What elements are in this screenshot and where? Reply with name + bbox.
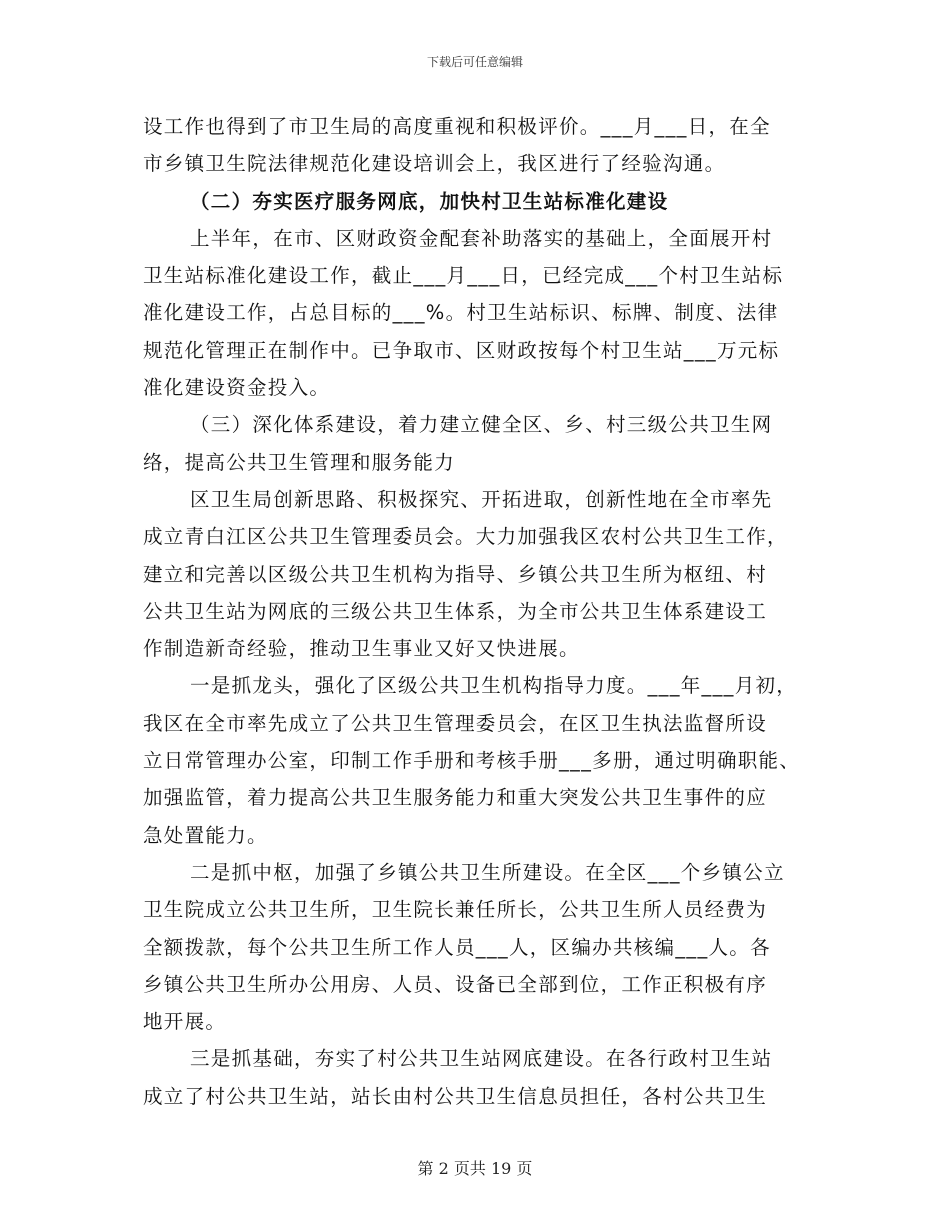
body-line: 设工作也得到了市卫生局的高度重视和积极评价。___月___日，在全 [143,115,771,138]
body-line: 络，提高公共卫生管理和服务能力 [143,450,456,474]
body-line: 准化建设资金投入。 [143,376,331,400]
body-line: 成立了村公共卫生站，站长由村公共卫生信息员担任，各村公共卫生 [143,1084,768,1108]
body-line: 成立青白江区公共卫生管理委员会。大力加强我区农村公共卫生工作， [143,525,788,549]
document-body [143,108,823,1115]
body-line: 一是抓龙头，强化了区级公共卫生机构指导力度。___年___月初， [190,674,798,698]
page-header: 下载后可任意编辑 [426,55,523,69]
body-line: 区卫生局创新思路、积极探究、开拓进取，创新性地在全市率先 [190,487,773,511]
body-line: 准化建设工作，占总目标的___%。村卫生站标识、标牌、制度、法律 [143,301,779,325]
body-line: 急处置能力。 [143,823,268,847]
body-line: 立日常管理办公室，印制工作手册和考核手册___多册，通过明确职能、 [143,749,801,773]
body-line: 卫生站标准化建设工作，截止___月___日，已经完成___个村卫生站标 [143,264,784,288]
body-line: 卫生院成立公共卫生所，卫生院长兼任所长，公共卫生所人员经费为 [143,898,768,922]
body-line: 三是抓基础，夯实了村公共卫生站网底建设。在各行政村卫生站 [190,1047,773,1071]
section-heading: （三）深化体系建设，着力建立健全区、乡、村三级公共卫生网 [190,413,773,437]
body-line: 市乡镇卫生院法律规范化建设培训会上，我区进行了经验沟通。 [143,152,726,176]
body-line: 地开展。 [143,1010,227,1034]
page-number: 第 2 页共 19 页 [417,1159,533,1178]
section-heading: （二）夯实医疗服务网底，加快村卫生站标准化建设 [190,189,669,213]
body-line: 二是抓中枢，加强了乡镇公共卫生所建设。在全区___个乡镇公立 [190,860,785,884]
body-line: 规范化管理正在制作中。已争取市、区财政按每个村卫生站___万元标 [143,338,780,362]
body-line: 加强监管，着力提高公共卫生服务能力和重大突发公共卫生事件的应 [143,786,768,810]
body-line: 作制造新奇经验，推动卫生事业又好又快进展。 [143,637,580,661]
body-line: 乡镇公共卫生所办公用房、人员、设备已全部到位，工作正积极有序 [143,972,768,996]
body-line: 建立和完善以区级公共卫生机构为指导、乡镇公共卫生所为枢纽、村 [143,562,768,586]
body-line: 全额拨款，每个公共卫生所工作人员___人，区编办共核编___人。各 [143,935,771,959]
body-line: 公共卫生站为网底的三级公共卫生体系，为全市公共卫生体系建设工 [143,599,768,623]
body-line: 我区在全市率先成立了公共卫生管理委员会，在区卫生执法监督所设 [143,711,768,735]
body-line: 上半年，在市、区财政资金配套补助落实的基础上，全面展开村 [190,226,773,250]
